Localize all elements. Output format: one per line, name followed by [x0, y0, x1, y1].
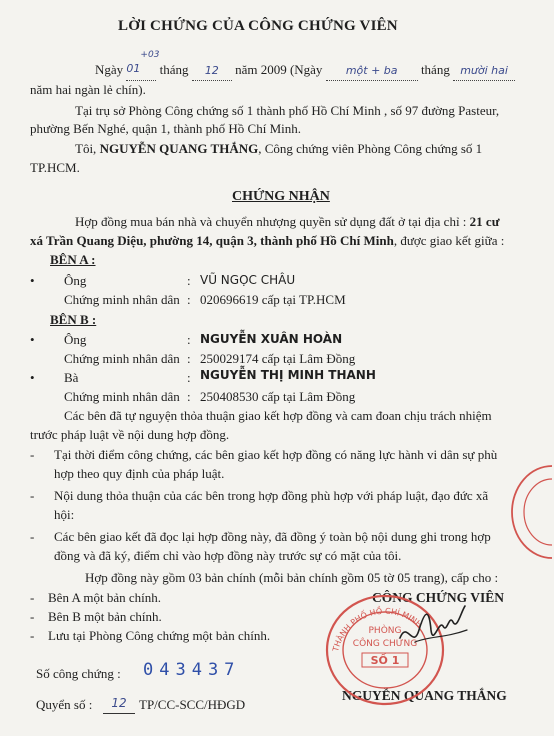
clause-2-line-1: Nội dung thỏa thuận của các bên trong hợp đồng phù hợp với pháp luật, đạo đức xã — [54, 488, 489, 503]
contract-address-1: 21 cư — [469, 214, 500, 229]
copy-1-dash: - — [30, 590, 35, 605]
office-line-1: Tại trụ sở Phòng Công chứng số 1 thành phố Hồ Chí Minh , số 97 đường Pasteur, — [75, 103, 500, 118]
month-label-2: tháng — [420, 62, 450, 77]
signature-title: CÔNG CHỨNG VIÊN — [372, 590, 505, 605]
date-prefix: Ngày — [95, 62, 124, 77]
party-a-id-value: 020696619 cấp tại TP.HCM — [200, 292, 346, 307]
party-b-bullet-2: • — [30, 370, 35, 385]
agreement-line-1: Các bên đã tự nguyện thỏa thuận giao kết hợp đồng và cam đoan chịu trách nhiệm — [64, 408, 492, 423]
contract-text-1: Hợp đồng mua bán nhà và chuyển nhượng quyền sử dụng đất ở tại địa chỉ : — [75, 214, 467, 229]
party-a-name: VŨ NGỌC CHÂU — [200, 273, 296, 287]
copy-3: Lưu tại Phòng Công chứng một bản chính. — [48, 628, 271, 643]
day-field — [126, 50, 160, 81]
contract-line-1 — [75, 212, 500, 231]
seal-line-1: PHÒNG — [368, 626, 402, 636]
clause-2-dash: - — [30, 488, 35, 503]
year-text: năm 2009 (Ngày — [235, 62, 323, 77]
contract-text-2: , được giao kết giữa : — [393, 233, 505, 248]
seal-line-3: SỐ 1 — [370, 654, 400, 667]
book-code: TP/CC-SCC/HĐGD — [139, 697, 246, 712]
party-a-heading: BÊN A : — [50, 252, 96, 267]
copy-2-dash: - — [30, 609, 35, 624]
day-handwritten: 01 — [126, 62, 141, 75]
month-field — [192, 60, 232, 81]
month-words-handwritten: mười hai — [460, 64, 508, 77]
party-a-colon: : — [187, 273, 191, 288]
clause-2-line-2: hội: — [54, 507, 75, 522]
contract-address-2: xá Trần Quang Diệu, phường 14, quận 3, thành phố Hồ Chí Minh — [30, 233, 394, 248]
seal-ring-text: THÀNH PHỐ HỒ CHÍ MINH — [331, 606, 424, 653]
party-b-id-label-2: Chứng minh nhân dân — [64, 389, 180, 404]
party-a-title: Ông — [64, 273, 87, 288]
notary-number: 043437 — [143, 660, 241, 680]
party-b-id-value-1: 250029174 cấp tại Lâm Đồng — [200, 351, 356, 366]
party-b-heading: BÊN B : — [50, 312, 97, 327]
party-b-bullet-1: • — [30, 332, 35, 347]
month-label: tháng — [159, 62, 189, 77]
date-line-2: năm hai ngàn lẻ chín). — [30, 82, 146, 97]
book-number-field — [103, 693, 135, 714]
party-b-id-value-2: 250408530 cấp tại Lâm Đồng — [200, 389, 356, 404]
day-words-handwritten: một + ba — [345, 64, 398, 77]
notary-number-label: Số công chứng : — [36, 666, 121, 681]
copy-2: Bên B một bản chính. — [48, 609, 162, 624]
copy-3-dash: - — [30, 628, 35, 643]
party-b-title-1: Ông — [64, 332, 87, 347]
party-b-title-2: Bà — [64, 370, 79, 385]
signature-name: NGUYỄN QUANG THẮNG — [342, 688, 507, 703]
party-b-colon-2: : — [187, 370, 191, 385]
book-number-handwritten: 12 — [111, 696, 127, 710]
notary-line-2: TP.HCM. — [30, 160, 80, 175]
clause-3-line-2: đồng và đã ký, điểm chỉ vào hợp đồng này trước sự có mặt của tôi. — [54, 548, 402, 563]
month-words-field — [453, 60, 515, 81]
date-line — [95, 50, 515, 81]
copy-1: Bên A một bản chính. — [48, 590, 162, 605]
party-b-id-colon-2: : — [187, 389, 191, 404]
office-line-2: phường Bến Nghé, quận 1, thành phố Hồ Chí Minh. — [30, 121, 302, 136]
day-note-handwritten: +03 — [140, 50, 160, 60]
book-label: Quyển số : — [36, 697, 93, 712]
agreement-line-2: trước pháp luật về nội dung hợp đồng. — [30, 427, 230, 442]
party-b-name-1: NGUYỄN XUÂN HOÀN — [200, 332, 343, 346]
party-b-id-colon-1: : — [187, 351, 191, 366]
clause-1-line-1: Tại thời điểm công chứng, các bên giao kết hợp đồng có năng lực hành vi dân sự phù — [54, 447, 498, 462]
party-a-bullet: • — [30, 273, 35, 288]
certify-heading: CHỨNG NHẬN — [232, 189, 330, 204]
month-handwritten: 12 — [204, 64, 219, 77]
notary-line-1 — [75, 139, 482, 158]
contract-line-2 — [30, 231, 504, 250]
day-words-field — [326, 60, 418, 81]
clause-3-dash: - — [30, 529, 35, 544]
party-a-id-label: Chứng minh nhân dân — [64, 292, 180, 307]
clause-1-line-2: hợp theo quy định của pháp luật. — [54, 466, 225, 481]
document-title: LỜI CHỨNG CỦA CÔNG CHỨNG VIÊN — [118, 18, 398, 34]
party-b-name-2: NGUYỄN THỊ MINH THANH — [200, 368, 376, 382]
clause-3-line-1: Các bên giao kết đã đọc lại hợp đồng này, đã đồng ý toàn bộ nội dung ghi trong hợp — [54, 529, 491, 544]
handwritten-signature — [395, 600, 475, 660]
notary-name-inline: NGUYỄN QUANG THẮNG — [99, 141, 259, 156]
party-a-id-colon: : — [187, 292, 191, 307]
margin-seal-stamp — [506, 462, 552, 562]
notary-line-prefix: Tôi, — [75, 141, 97, 156]
clause-1-dash: - — [30, 447, 35, 462]
seal-line-2: CÔNG CHỨNG — [352, 639, 418, 649]
copies-line: Hợp đồng này gồm 03 bản chính (mỗi bản chính gồm 05 tờ 05 trang), cấp cho : — [85, 570, 499, 585]
party-b-id-label-1: Chứng minh nhân dân — [64, 351, 180, 366]
party-b-colon-1: : — [187, 332, 191, 347]
notary-line-suffix: , Công chứng viên Phòng Công chứng số 1 — [258, 141, 483, 156]
